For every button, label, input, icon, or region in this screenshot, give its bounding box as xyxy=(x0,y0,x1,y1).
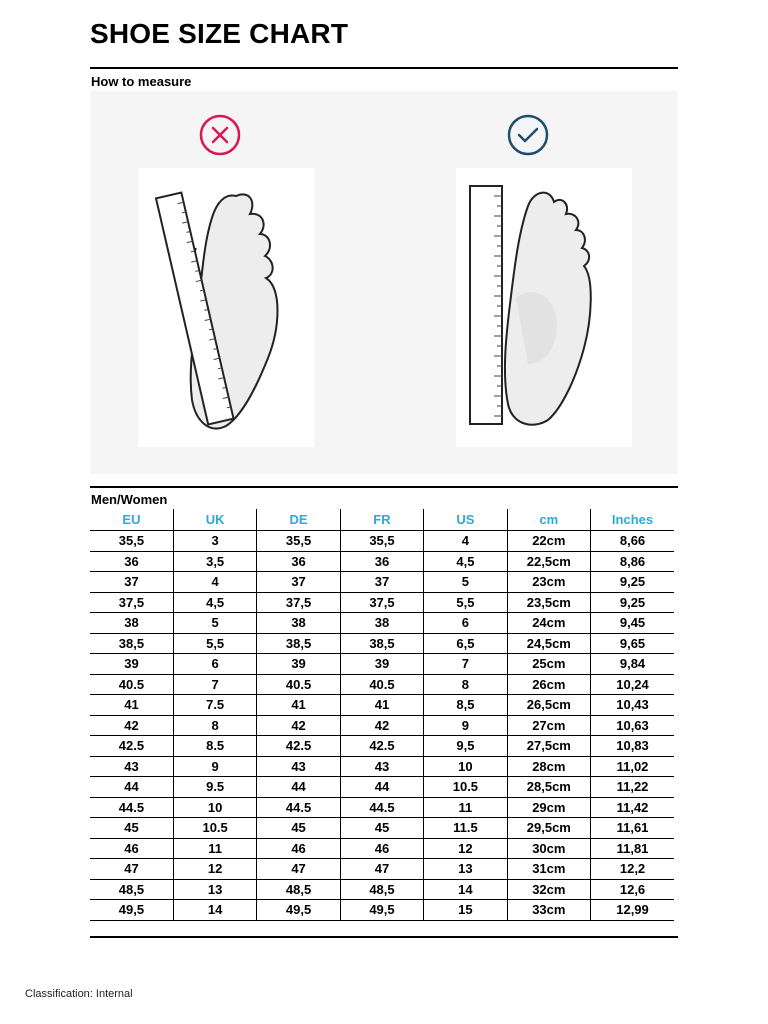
column-header-fr: FR xyxy=(340,509,423,531)
table-cell: 25cm xyxy=(507,654,590,675)
table-cell: 38,5 xyxy=(340,633,423,654)
table-cell: 35,5 xyxy=(340,531,423,552)
table-cell: 9 xyxy=(424,715,507,736)
table-cell: 47 xyxy=(340,859,423,880)
table-cell: 12 xyxy=(173,859,256,880)
table-cell: 36 xyxy=(340,551,423,572)
table-row xyxy=(90,736,674,757)
table-row xyxy=(90,797,674,818)
table-cell: 4 xyxy=(173,572,256,593)
table-cell: 41 xyxy=(257,695,340,716)
table-cell: 11,22 xyxy=(591,777,674,798)
table-cell: 31cm xyxy=(507,859,590,880)
table-cell: 6 xyxy=(173,654,256,675)
table-row xyxy=(90,613,674,634)
table-cell: 45 xyxy=(257,818,340,839)
table-cell: 30cm xyxy=(507,838,590,859)
table-cell: 49,5 xyxy=(90,900,173,921)
table-row xyxy=(90,531,674,552)
table-cell: 15 xyxy=(424,900,507,921)
table-cell: 9,25 xyxy=(591,592,674,613)
table-row xyxy=(90,715,674,736)
table-cell: 35,5 xyxy=(257,531,340,552)
table-cell: 44.5 xyxy=(340,797,423,818)
size-table xyxy=(90,509,674,921)
table-cell: 7 xyxy=(173,674,256,695)
table-row xyxy=(90,551,674,572)
table-cell: 12,99 xyxy=(591,900,674,921)
table-cell: 10,43 xyxy=(591,695,674,716)
table-cell: 9.5 xyxy=(173,777,256,798)
table-cell: 13 xyxy=(424,859,507,880)
table-header-row xyxy=(90,509,674,531)
table-cell: 38 xyxy=(90,613,173,634)
table-cell: 40.5 xyxy=(90,674,173,695)
table-cell: 24cm xyxy=(507,613,590,634)
table-cell: 42.5 xyxy=(90,736,173,757)
table-cell: 26,5cm xyxy=(507,695,590,716)
table-row xyxy=(90,838,674,859)
table-cell: 39 xyxy=(340,654,423,675)
table-cell: 46 xyxy=(340,838,423,859)
table-cell: 44.5 xyxy=(257,797,340,818)
table-cell: 8,86 xyxy=(591,551,674,572)
table-divider xyxy=(90,486,678,488)
column-header-inches: Inches xyxy=(591,509,674,531)
measure-illustration xyxy=(90,91,678,474)
page-title: SHOE SIZE CHART xyxy=(90,18,349,49)
table-cell: 40.5 xyxy=(257,674,340,695)
column-header-de: DE xyxy=(257,509,340,531)
table-cell: 14 xyxy=(173,900,256,921)
table-cell: 22,5cm xyxy=(507,551,590,572)
table-cell: 10 xyxy=(173,797,256,818)
table-cell: 37 xyxy=(257,572,340,593)
correct-measure-panel xyxy=(456,168,632,447)
table-cell: 10.5 xyxy=(424,777,507,798)
table-cell: 11,42 xyxy=(591,797,674,818)
table-row xyxy=(90,674,674,695)
table-cell: 48,5 xyxy=(340,879,423,900)
table-cell: 9,5 xyxy=(424,736,507,757)
column-header-cm: cm xyxy=(507,509,590,531)
table-cell: 37,5 xyxy=(90,592,173,613)
table-cell: 4 xyxy=(424,531,507,552)
table-cell: 47 xyxy=(257,859,340,880)
table-row xyxy=(90,777,674,798)
table-cell: 12,2 xyxy=(591,859,674,880)
table-cell: 6,5 xyxy=(424,633,507,654)
table-cell: 9 xyxy=(173,756,256,777)
table-cell: 44.5 xyxy=(90,797,173,818)
table-cell: 37 xyxy=(90,572,173,593)
table-cell: 5,5 xyxy=(173,633,256,654)
table-cell: 6 xyxy=(424,613,507,634)
table-cell: 49,5 xyxy=(257,900,340,921)
table-cell: 38,5 xyxy=(257,633,340,654)
table-cell: 3,5 xyxy=(173,551,256,572)
table-cell: 9,45 xyxy=(591,613,674,634)
table-cell: 47 xyxy=(90,859,173,880)
table-cell: 39 xyxy=(90,654,173,675)
table-cell: 8 xyxy=(424,674,507,695)
table-cell: 33cm xyxy=(507,900,590,921)
table-cell: 38,5 xyxy=(90,633,173,654)
table-cell: 4,5 xyxy=(424,551,507,572)
classification-label: Classification: Internal xyxy=(25,988,133,1000)
table-cell: 37 xyxy=(340,572,423,593)
table-row xyxy=(90,818,674,839)
table-cell: 10 xyxy=(424,756,507,777)
table-row xyxy=(90,859,674,880)
table-cell: 29,5cm xyxy=(507,818,590,839)
table-cell: 11,61 xyxy=(591,818,674,839)
table-heading: Men/Women xyxy=(91,492,168,507)
table-cell: 10.5 xyxy=(173,818,256,839)
table-cell: 7 xyxy=(424,654,507,675)
foot-ruler-tilted-image xyxy=(138,168,314,447)
table-cell: 4,5 xyxy=(173,592,256,613)
table-cell: 8,66 xyxy=(591,531,674,552)
size-table-body xyxy=(90,531,674,921)
table-cell: 29cm xyxy=(507,797,590,818)
table-cell: 3 xyxy=(173,531,256,552)
table-cell: 9,65 xyxy=(591,633,674,654)
table-cell: 40.5 xyxy=(340,674,423,695)
column-header-us: US xyxy=(424,509,507,531)
x-circle-icon xyxy=(198,113,242,157)
table-cell: 48,5 xyxy=(257,879,340,900)
table-row xyxy=(90,900,674,921)
table-cell: 46 xyxy=(90,838,173,859)
table-cell: 43 xyxy=(90,756,173,777)
table-cell: 12,6 xyxy=(591,879,674,900)
table-cell: 14 xyxy=(424,879,507,900)
table-cell: 38 xyxy=(340,613,423,634)
table-cell: 48,5 xyxy=(90,879,173,900)
table-cell: 10,83 xyxy=(591,736,674,757)
table-cell: 41 xyxy=(90,695,173,716)
table-cell: 11 xyxy=(424,797,507,818)
table-cell: 37,5 xyxy=(257,592,340,613)
table-cell: 46 xyxy=(257,838,340,859)
footer-divider xyxy=(90,936,678,938)
table-cell: 45 xyxy=(90,818,173,839)
table-cell: 43 xyxy=(257,756,340,777)
table-cell: 37,5 xyxy=(340,592,423,613)
table-cell: 23,5cm xyxy=(507,592,590,613)
table-cell: 27,5cm xyxy=(507,736,590,757)
column-header-uk: UK xyxy=(173,509,256,531)
table-cell: 42.5 xyxy=(340,736,423,757)
table-cell: 44 xyxy=(257,777,340,798)
table-cell: 44 xyxy=(90,777,173,798)
table-cell: 26cm xyxy=(507,674,590,695)
measure-heading: How to measure xyxy=(91,74,192,89)
column-header-eu: EU xyxy=(122,512,141,527)
table-cell: 12 xyxy=(424,838,507,859)
table-cell: 42 xyxy=(257,715,340,736)
table-row xyxy=(90,695,674,716)
table-cell: 11,81 xyxy=(591,838,674,859)
table-cell: 5 xyxy=(173,613,256,634)
table-cell: 9,84 xyxy=(591,654,674,675)
table-cell: 42 xyxy=(90,715,173,736)
table-cell: 9,25 xyxy=(591,572,674,593)
title-divider xyxy=(90,67,678,69)
table-cell: 28cm xyxy=(507,756,590,777)
table-cell: 44 xyxy=(340,777,423,798)
table-cell: 5 xyxy=(424,572,507,593)
table-cell: 49,5 xyxy=(340,900,423,921)
table-cell: 13 xyxy=(173,879,256,900)
table-cell: 23cm xyxy=(507,572,590,593)
table-cell: 42.5 xyxy=(257,736,340,757)
table-cell: 5,5 xyxy=(424,592,507,613)
table-cell: 43 xyxy=(340,756,423,777)
table-cell: 38 xyxy=(257,613,340,634)
table-row xyxy=(90,592,674,613)
table-cell: 11,02 xyxy=(591,756,674,777)
table-cell: 41 xyxy=(340,695,423,716)
table-cell: 8,5 xyxy=(424,695,507,716)
table-cell: 11.5 xyxy=(424,818,507,839)
table-cell: 11 xyxy=(173,838,256,859)
table-cell: 28,5cm xyxy=(507,777,590,798)
table-row xyxy=(90,572,674,593)
wrong-measure-panel xyxy=(138,168,314,447)
table-cell: 32cm xyxy=(507,879,590,900)
table-cell: 10,24 xyxy=(591,674,674,695)
check-circle-icon xyxy=(506,113,550,157)
table-row xyxy=(90,654,674,675)
table-cell: 42 xyxy=(340,715,423,736)
table-cell: 36 xyxy=(90,551,173,572)
table-cell: 10,63 xyxy=(591,715,674,736)
table-cell: 36 xyxy=(257,551,340,572)
table-cell: 8.5 xyxy=(173,736,256,757)
table-cell: 39 xyxy=(257,654,340,675)
table-row xyxy=(90,633,674,654)
table-row xyxy=(90,756,674,777)
foot-ruler-straight-image xyxy=(456,168,632,447)
table-cell: 22cm xyxy=(507,531,590,552)
table-row xyxy=(90,879,674,900)
table-cell: 45 xyxy=(340,818,423,839)
table-cell: 8 xyxy=(173,715,256,736)
table-cell: 27cm xyxy=(507,715,590,736)
table-cell: 24,5cm xyxy=(507,633,590,654)
table-cell: 35,5 xyxy=(90,531,173,552)
table-cell: 7.5 xyxy=(173,695,256,716)
